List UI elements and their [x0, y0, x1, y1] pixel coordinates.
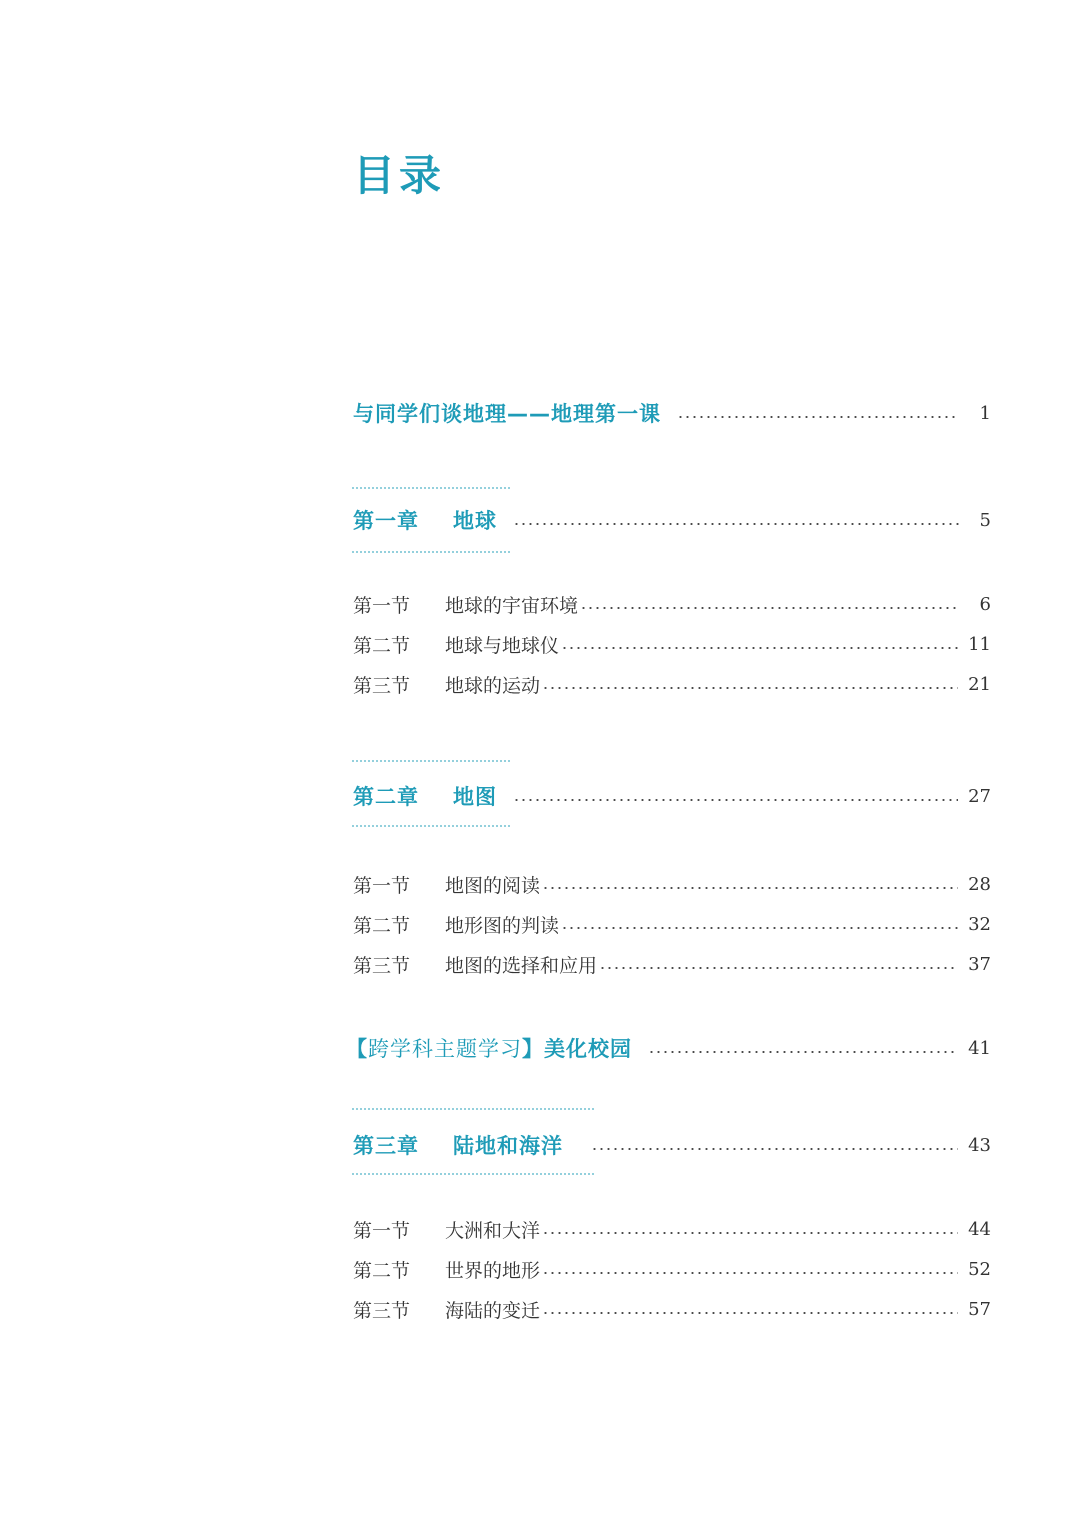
dot-leader [513, 523, 959, 525]
section-number: 第三节 [353, 674, 411, 697]
section-title: 大洲和大洋 [445, 1219, 541, 1242]
toc-entry-section[interactable] [353, 1254, 991, 1284]
section-title: 地图的选择和应用 [445, 954, 598, 977]
dot-leader [561, 647, 958, 649]
dot-leader [648, 1051, 958, 1053]
page-number: 43 [968, 1134, 991, 1156]
toc-entry-section[interactable] [353, 949, 991, 979]
chapter-label [353, 505, 497, 535]
chapter-divider [351, 487, 511, 489]
section-title: 地球与地球仪 [445, 634, 560, 657]
section-title: 地图的阅读 [445, 874, 541, 897]
page-number: 1 [979, 402, 991, 424]
toc-entry-section[interactable] [353, 1294, 991, 1324]
section-number: 第一节 [353, 1219, 411, 1242]
section-title: 地形图的判读 [445, 914, 560, 937]
page-number: 37 [968, 953, 991, 975]
bracket-close: 】 [522, 1037, 544, 1061]
dot-leader [542, 1312, 958, 1314]
page-number: 5 [979, 509, 991, 531]
toc-entry-section[interactable] [353, 909, 991, 939]
page-number: 32 [968, 913, 991, 935]
bracket-open: 【 [346, 1037, 368, 1061]
section-label [353, 631, 559, 658]
section-title: 地球的运动 [445, 674, 541, 697]
dot-leader [561, 927, 958, 929]
toc-entry-section[interactable] [353, 1214, 991, 1244]
section-label [353, 1296, 540, 1323]
page-number: 28 [968, 873, 991, 895]
chapter-divider [351, 551, 511, 553]
toc-entry-section[interactable] [353, 629, 991, 659]
section-title: 世界的地形 [445, 1259, 541, 1282]
page-number: 27 [968, 785, 991, 807]
dot-leader [677, 416, 959, 418]
dot-leader [591, 1148, 958, 1150]
section-number: 第二节 [353, 914, 411, 937]
chapter-name: 陆地和海洋 [453, 1134, 563, 1158]
cross-subject-label [346, 1033, 632, 1063]
chapter-divider [351, 1173, 594, 1175]
dot-leader [542, 1232, 958, 1234]
toc-entry-section[interactable] [353, 669, 991, 699]
page-number: 21 [968, 673, 991, 695]
chapter-name: 地球 [453, 509, 497, 533]
page-number: 44 [968, 1218, 991, 1240]
section-label [353, 871, 540, 898]
section-label [353, 951, 597, 978]
section-label [353, 591, 578, 618]
chapter-divider [351, 825, 511, 827]
dot-leader [580, 607, 959, 609]
dot-leader [599, 967, 958, 969]
dot-leader [542, 687, 958, 689]
page-number: 52 [968, 1258, 991, 1280]
page-number: 11 [968, 633, 991, 655]
dot-leader [513, 799, 958, 801]
section-label [353, 911, 559, 938]
dot-leader [542, 1272, 958, 1274]
section-label [353, 1216, 540, 1243]
toc-entry-cross-subject[interactable] [346, 1033, 991, 1063]
chapter-number: 第二章 [353, 785, 419, 809]
section-number: 第一节 [353, 594, 411, 617]
section-label [353, 1256, 540, 1283]
chapter-name: 地图 [453, 785, 497, 809]
section-number: 第三节 [353, 954, 411, 977]
chapter-number: 第三章 [353, 1134, 419, 1158]
chapter-label [353, 781, 497, 811]
toc-entry-chapter-2[interactable] [353, 781, 991, 811]
toc-entry-intro[interactable] [353, 398, 991, 428]
section-title: 海陆的变迁 [445, 1299, 541, 1322]
section-number: 第二节 [353, 634, 411, 657]
chapter-label [353, 1130, 563, 1160]
section-number: 第三节 [353, 1299, 411, 1322]
page-number: 57 [968, 1298, 991, 1320]
toc-entry-section[interactable] [353, 869, 991, 899]
chapter-divider [351, 1108, 594, 1110]
page-title: 目录 [353, 151, 446, 200]
page-number: 41 [968, 1037, 991, 1059]
dot-leader [542, 887, 958, 889]
toc-entry-section[interactable] [353, 589, 991, 619]
section-number: 第二节 [353, 1259, 411, 1282]
toc-entry-chapter-3[interactable] [353, 1130, 991, 1160]
section-label [353, 671, 540, 698]
chapter-divider [351, 760, 511, 762]
section-number: 第一节 [353, 874, 411, 897]
toc-entry-chapter-1[interactable] [353, 505, 991, 535]
chapter-number: 第一章 [353, 509, 419, 533]
section-title: 地球的宇宙环境 [445, 594, 579, 617]
intro-label: 与同学们谈地理——地理第一课 [353, 402, 661, 426]
page-number: 6 [979, 593, 991, 615]
cross-subject-name: 美化校园 [544, 1037, 632, 1061]
cross-subject-tag: 跨学科主题学习 [368, 1037, 522, 1061]
